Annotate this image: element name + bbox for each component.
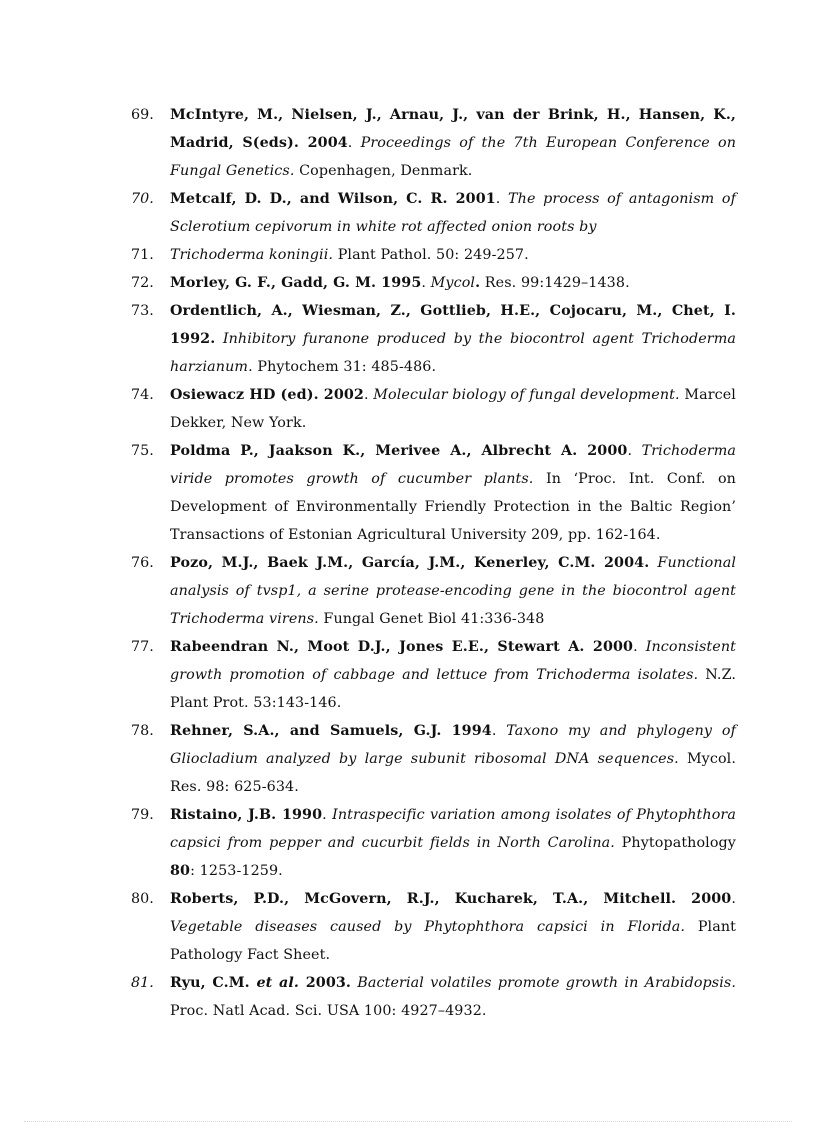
reference-authors-year: 80	[170, 863, 191, 879]
reference-text	[170, 437, 736, 549]
reference-title: Intraspecific variation among isolates of Phytophthora capsici from pepper and cucurbit fields in North Carolina.	[170, 807, 736, 851]
reference-source: .	[491, 723, 507, 739]
reference-source: Marcel Dekker, New York.	[170, 387, 736, 431]
reference-source: .	[363, 387, 374, 403]
reference-item	[131, 381, 736, 437]
reference-item	[131, 241, 736, 269]
reference-text	[170, 717, 736, 801]
reference-source: : 1253-1259.	[190, 863, 283, 879]
reference-title: Vegetable diseases caused by Phytophthora capsici in Florida.	[170, 919, 685, 935]
reference-item	[131, 549, 736, 633]
reference-item	[131, 297, 736, 381]
reference-number: 69.	[131, 107, 154, 123]
reference-source: .	[495, 191, 509, 207]
reference-source: In ‘Proc. Int. Conf. on Development of Environmentally Friendly Protection in the Baltic Region’ Transactions of Estonian Agricultural University 209, pp. 162-164.	[170, 471, 736, 543]
reference-source: Proc. Natl Acad. Sci. USA 100: 4927–4932.	[170, 1003, 487, 1019]
reference-authors-year: .	[475, 275, 481, 291]
reference-authors-year: Poldma P., Jaakson K., Merivee A., Albrecht A. 2000	[170, 443, 628, 459]
reference-source: N.Z. Plant Prot. 53:143-146.	[170, 667, 736, 711]
reference-et-al: et al.	[256, 975, 300, 991]
reference-item	[131, 885, 736, 969]
reference-source: .	[347, 135, 361, 151]
reference-text	[170, 885, 736, 969]
reference-authors-year: Metcalf, D. D., and Wilson, C. R. 2001	[170, 191, 496, 207]
reference-item	[131, 633, 736, 717]
reference-source: .	[627, 443, 642, 459]
reference-source: Res. 99:1429–1438.	[480, 275, 630, 291]
reference-text	[170, 269, 736, 297]
reference-source: Plant Pathol. 50: 249-257.	[333, 247, 529, 263]
reference-list	[131, 101, 736, 1025]
page-bottom-rule	[24, 1121, 792, 1122]
reference-item	[131, 717, 736, 801]
reference-item	[131, 437, 736, 549]
reference-source: .	[421, 275, 431, 291]
reference-source: Plant Pathology Fact Sheet.	[170, 919, 736, 963]
reference-authors-year: Morley, G. F., Gadd, G. M. 1995	[170, 275, 422, 291]
reference-number: 78.	[131, 723, 154, 739]
reference-text	[170, 185, 736, 241]
reference-authors-year: Ryu, C.M.	[170, 975, 257, 991]
reference-item	[131, 101, 736, 185]
reference-source	[215, 331, 223, 347]
reference-item	[131, 185, 736, 241]
reference-authors-year: Rehner, S.A., and Samuels, G.J. 1994	[170, 723, 492, 739]
reference-item	[131, 269, 736, 297]
reference-title: Molecular biology of fungal development.	[373, 387, 680, 403]
reference-item	[131, 969, 736, 1025]
reference-item	[131, 801, 736, 885]
reference-authors-year: Ristaino, J.B. 1990	[170, 807, 323, 823]
reference-source: Phytochem 31: 485-486.	[252, 359, 437, 375]
reference-text	[170, 297, 736, 381]
reference-source: Fungal Genet Biol 41:336-348	[318, 611, 545, 627]
reference-title: Bacterial volatiles promote growth in Arabidopsis.	[357, 975, 736, 991]
reference-title: Functional analysis of tvsp1, a serine protease-encoding gene in the biocontrol agent Trichoderma virens.	[170, 555, 736, 627]
reference-title: Mycol	[430, 275, 476, 291]
reference-text	[170, 381, 736, 437]
reference-number: 80.	[131, 891, 154, 907]
reference-title: Proceedings of the 7th European Conference on Fungal Genetics.	[170, 135, 736, 179]
reference-text	[170, 969, 736, 1025]
reference-title: The process of antagonism of Sclerotium cepivorum in white rot affected onion roots by	[170, 191, 737, 235]
reference-authors-year: Pozo, M.J., Baek J.M., García, J.M., Kenerley, C.M. 2004.	[170, 555, 650, 571]
reference-text	[170, 633, 736, 717]
reference-text	[170, 801, 736, 885]
reference-authors-year: Rabeendran N., Moot D.J., Jones E.E., Stewart A. 2000	[170, 639, 634, 655]
reference-source: .	[322, 807, 333, 823]
reference-number: 76.	[131, 555, 154, 571]
reference-number: 71.	[131, 247, 154, 263]
reference-number: 77.	[131, 639, 154, 655]
reference-number: 75.	[131, 443, 154, 459]
reference-number: 79.	[131, 807, 154, 823]
reference-text	[170, 549, 736, 633]
reference-authors-year: McIntyre, M., Nielsen, J., Arnau, J., van der Brink, H., Hansen, K., Madrid, S(eds). 2004	[170, 107, 736, 151]
reference-source: Phytopathology	[614, 835, 736, 851]
reference-authors-year: Osiewacz HD (ed). 2002	[170, 387, 364, 403]
reference-source: .	[731, 891, 736, 907]
reference-number: 70.	[131, 191, 154, 207]
reference-title: Taxono my and phylogeny of Gliocladium analyzed by large subunit ribosomal DNA sequences.	[170, 723, 736, 767]
reference-source: Mycol. Res. 98: 625-634.	[170, 751, 736, 795]
reference-title: Trichoderma koningii.	[170, 247, 334, 263]
reference-title: Inconsistent growth promotion of cabbage and lettuce from Trichoderma isolates.	[170, 639, 736, 683]
reference-number: 81.	[131, 975, 154, 991]
reference-number: 72.	[131, 275, 154, 291]
reference-number: 73.	[131, 303, 154, 319]
reference-source: .	[633, 639, 646, 655]
reference-text	[170, 101, 736, 185]
reference-text	[170, 241, 736, 269]
reference-number: 74.	[131, 387, 154, 403]
reference-authors-year: Roberts, P.D., McGovern, R.J., Kucharek, T.A., Mitchell. 2000	[170, 891, 732, 907]
reference-authors-year: 2003.	[299, 975, 351, 991]
reference-source: Copenhagen, Denmark.	[294, 163, 473, 179]
reference-authors-year: Ordentlich, A., Wiesman, Z., Gottlieb, H.E., Cojocaru, M., Chet, I. 1992.	[170, 303, 736, 347]
reference-title: Trichoderma viride promotes growth of cucumber plants.	[170, 443, 736, 487]
reference-title: Inhibitory furanone produced by the biocontrol agent Trichoderma harzianum.	[170, 331, 736, 375]
